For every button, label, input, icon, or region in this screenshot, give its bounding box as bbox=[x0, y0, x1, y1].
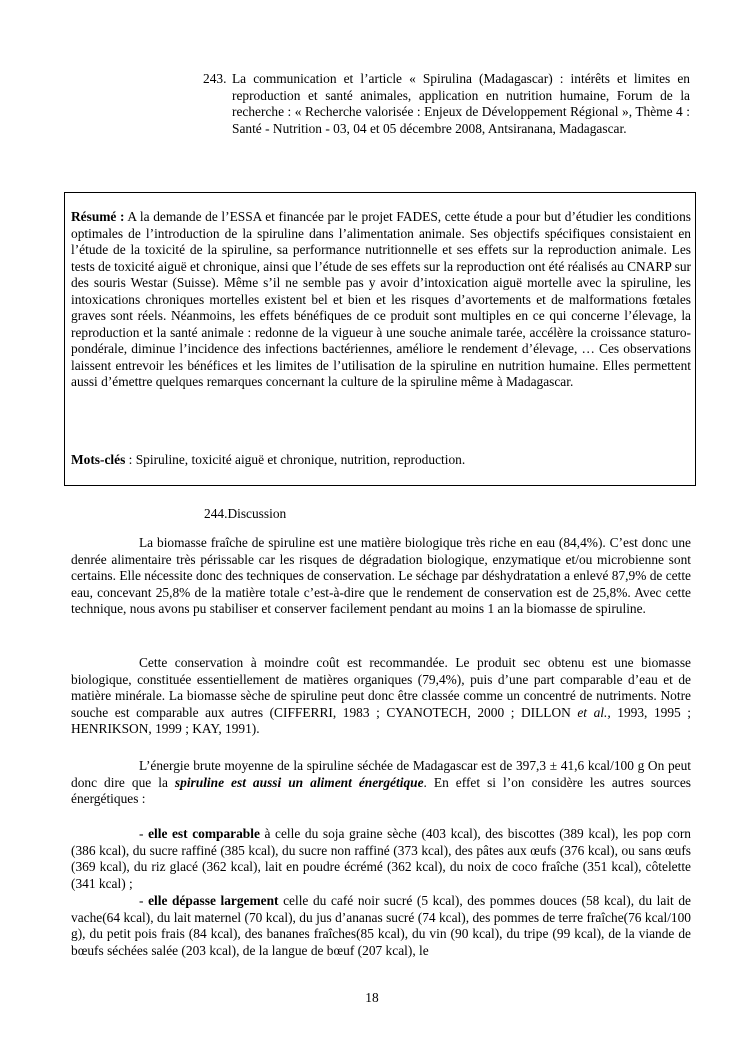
list-item-text: à celle du soja graine sèche (403 kcal), des biscottes (389 kcal), les pop corn (386 kcal), du sucre raffiné (385 kcal), du sucre non raffiné (373 kcal), des pâtes aux œufs (376 kcal), ou sans œufs (369 kcal), du riz glacé (362 kcal), lait en poudre écrémé (362 kcal), du noix de coco fraîche (351 kcal), côtelette (341 kcal) ; bbox=[71, 826, 691, 891]
paragraph-energy bbox=[71, 758, 691, 808]
keywords-line bbox=[71, 452, 691, 469]
citation-italic: et al., bbox=[577, 704, 611, 720]
section-heading bbox=[204, 506, 286, 523]
paragraph-text: 1993, 1995 ; HENRIKSON, 1999 ; KAY, 1991). bbox=[71, 704, 692, 736]
paragraph-text: Cette conservation à moindre coût est recommandée. Le produit sec obtenu est une biomasse biologique, constituée essentiellement de matières organiques (79,4%), puis d’une part comparable d’eau et de matière minérale. La biomasse sèche de spiruline peut donc être classée comme un concentré de nutriments. Notre souche est comparable aux autres (CIFFERRI, 1983 ; CYANOTECH, 2000 ; DILLON bbox=[71, 655, 691, 720]
list-item-lead: elle est comparable bbox=[148, 826, 260, 841]
reference-entry bbox=[203, 71, 690, 137]
abstract-label: Résumé : bbox=[71, 209, 125, 224]
emphasis-bolditalic: spiruline est aussi un aliment énergétique bbox=[174, 774, 424, 790]
list-item-comparable bbox=[71, 826, 691, 892]
list-item-text: celle du café noir sucré (5 kcal), des pommes douces (58 kcal), du lait de vache(64 kcal), du lait maternel (70 kcal), du jus d’ananas sucré (74 kcal), des pommes de terre fraîche(76 kcal/100 g), du petit pois frais (84 kcal), des bananes fraîches(85 kcal), du vin (90 kcal), du tripe (99 kcal), de la viande de bœufs séchées salée (203 kcal), de la langue de bœuf (207 kcal), le bbox=[71, 893, 691, 958]
abstract-text: A la demande de l’ESSA et financée par le projet FADES, cette étude a pour but d’étudier les conditions optimales de l’introduction de la spiruline dans l’alimentation animale. Ses objectifs spécifiques consistaient en l’étude de la toxicité de la spiruline, sa performance nutritionnelle et ses effets sur la reproduction animale. Les tests de toxicité aiguë et chronique, ainsi que l’étude de ses effets sur la reproduction ont été réalisés au CNARP sur des souris Westar (Suisse). Même s’il ne semble pas y avoir d’intoxication aiguë mortelle avec la spiruline, les intoxications chroniques mortelles existent bel et bien et les risques d’avortements et de malformations fœtales graves sont réels. Néanmoins, les effets bénéfiques de ce produit sont multiples en ce qui concerne l’élevage, la reproduction et la santé animale : redonne de la vigueur à une souche animale tarée, accélère la croissance staturo-pondérale, diminue l’incidence des infections bactériennes, améliore le rendement d’élevage, … Ces observations laissent entrevoir les bénéfices et les limites de l’utilisation de la spiruline en nutrition humaine. Elles permettent aussi d’émettre quelques remarques concernant la culture de la spiruline même à Madagascar. bbox=[71, 209, 691, 389]
section-number: 244. bbox=[204, 506, 228, 521]
reference-text: La communication et l’article « Spirulina (Madagascar) : intérêts et limites en reproduction et santé animales, application en nutrition humaine, Forum de la recherche : « Recherche valorisée : Enjeux de Développement Régional », Thème 4 : Santé - Nutrition - 03, 04 et 05 décembre 2008, Antsiranana, Madagascar. bbox=[232, 71, 690, 136]
keywords-text: : Spiruline, toxicité aiguë et chronique, nutrition, reproduction. bbox=[125, 452, 466, 467]
page-number: 18 bbox=[365, 990, 379, 1005]
reference-number: 243. bbox=[203, 71, 227, 86]
keywords-label: Mots-clés bbox=[71, 452, 126, 467]
list-dash: - bbox=[139, 826, 149, 841]
abstract-paragraph bbox=[71, 209, 691, 391]
list-item-exceeds bbox=[71, 893, 691, 959]
paragraph-text: . En effet si l’on considère les autres sources énergétiques : bbox=[71, 774, 691, 806]
section-title: Discussion bbox=[227, 506, 287, 521]
list-dash: - bbox=[139, 893, 149, 908]
paragraph-conservation bbox=[71, 535, 691, 618]
paragraph-text: La biomasse fraîche de spiruline est une matière biologique très riche en eau (84,4%). C’est donc une denrée alimentaire très périssable car les risques de dégradation biologique, enzymatique et/ou microbienne sont certains. Elle nécessite donc des techniques de conservation. Le séchage par déshydratation a enlevé 87,9% de cette eau, concevant 25,8% de la matière totale c’est-à-dire que le rendement de conservation est de 25,8%. Avec cette technique, nous avons pu stabiliser et conserver facilement pendant au moins 1 an la biomasse de spiruline. bbox=[71, 535, 691, 616]
paragraph-dry-biomass bbox=[71, 655, 691, 738]
list-item-lead: elle dépasse largement bbox=[148, 893, 279, 908]
paragraph-text: L’énergie brute moyenne de la spiruline séchée de Madagascar est de 397,3 ± 41,6 kcal/100 g On peut donc dire que la bbox=[71, 758, 691, 790]
